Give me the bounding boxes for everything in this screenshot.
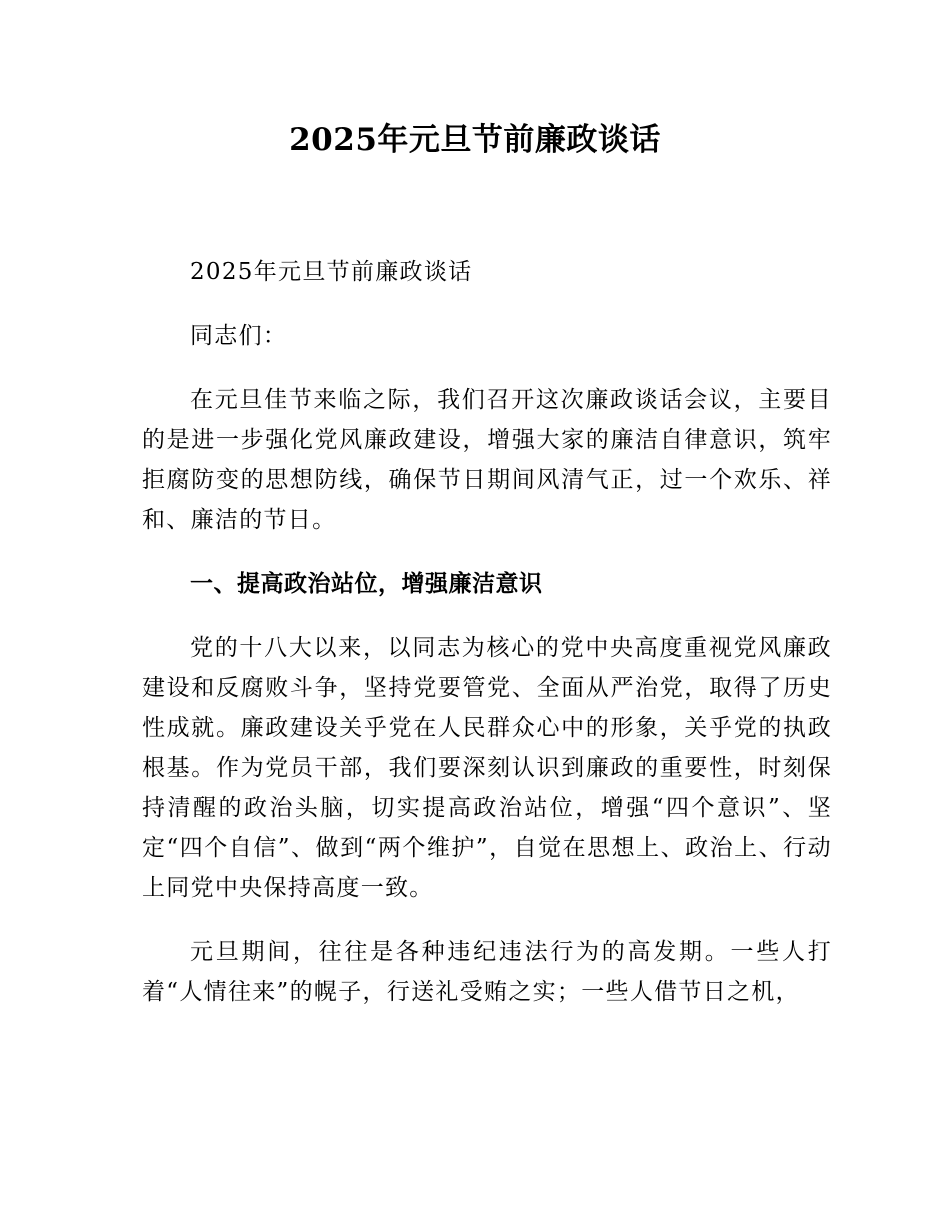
intro-paragraph: 在元旦佳节来临之际，我们召开这次廉政谈话会议，主要目的是进一步强化党风廉政建设，增强大家的廉洁自律意识，筑牢拒腐防变的思想防线，确保节日期间风清气正，过一个欢乐、祥和、廉洁的节日。 — [142, 387, 832, 533]
document-title: 2025年元旦节前廉政谈话 — [289, 122, 661, 158]
subtitle-line: 2025年元旦节前廉政谈话 — [190, 259, 473, 285]
section-1-paragraph-1: 党的十八大以来，以同志为核心的党中央高度重视党风廉政建设和反腐败斗争，坚持党要管党、全面从严治党，取得了历史性成就。廉政建设关乎党在人民群众心中的形象，关乎党的执政根基。作为党员干部，我们要深刻认识到廉政的重要性，时刻保持清醒的政治头脑，切实提高政治站位，增强“四个意识”、坚定“四个自信”、做到“两个维护”，自觉在思想上、政治上、行动上同党中央保持高度一致。 — [142, 635, 832, 901]
salutation: 同志们： — [190, 323, 288, 349]
document-body — [142, 252, 832, 1012]
section-1-paragraph-2: 元旦期间，往往是各种违纪违法行为的高发期。一些人打着“人情往来”的幌子，行送礼受贿之实；一些人借节日之机， — [142, 939, 832, 1005]
section-heading-1: 一、提高政治站位，增强廉洁意识 — [190, 571, 543, 597]
